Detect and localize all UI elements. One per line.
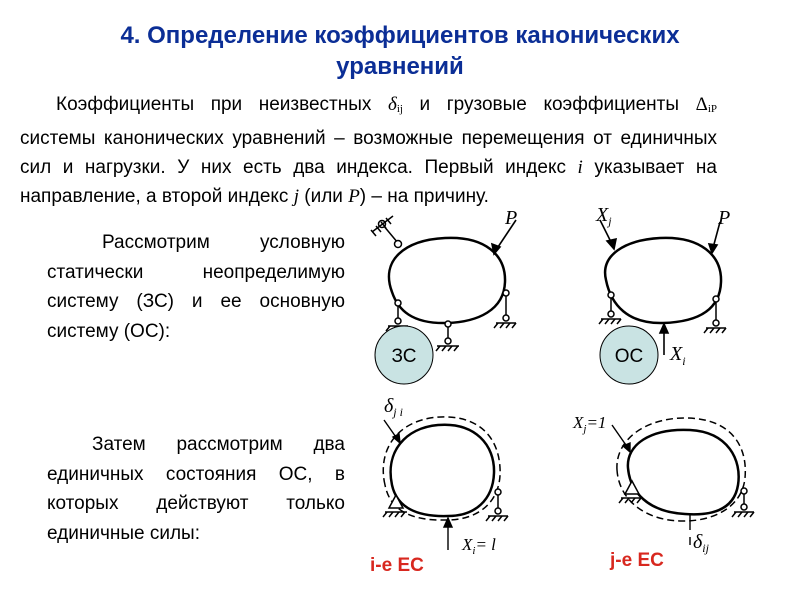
svg-text:ЗС: ЗС [391,346,417,367]
os-xi-label: $X_i$ [670,343,686,368]
ec-i-delta-label: $\delta_{j i}$ [384,395,403,419]
svg-text:ОС: ОС [614,346,644,367]
ec-j-arrows [612,425,690,545]
ec-j-xj-label: $X_j=1$ [573,413,607,435]
os-frame [605,238,721,323]
zs-load-label: P [505,207,518,229]
intro-paragraph: Коэффициенты при неизвестных δij и грузовые коэффициенты ΔiP системы канонических уравнений – возможные перемещения от единичных сил и нагрузки. У них есть два индекса. Первый индекс i указывает на направление, а второй индекс j (или P) – на причину. [20,94,717,207]
slide-title: 4. Определение коэффициентов канонических уравнений [120,22,680,80]
ec-j-frame [617,418,745,521]
ec-i-caption: i-е ЕС [370,555,424,576]
zs-badge [375,326,433,384]
ec-j-delta-label: $\delta_{ij}$ [693,531,709,555]
os-load-label: P [718,207,731,229]
delta-symbol: δ [387,94,397,115]
ec-i-arrows [384,420,452,550]
os-xj-label: $X_j$ [596,204,612,228]
unit-states-paragraph: Затем рассмотрим два единичных состояния ОС, в которых действуют только единичные силы: [47,434,345,544]
ec-i-xi-label: $X_i= l$ [462,535,496,557]
system-paragraph: Рассмотрим условную статически неопределимую систему (ЗС) и ее основную систему (ОС): [47,232,345,342]
zs-frame [389,238,505,323]
ec-j-caption: j-е ЕС [610,550,664,571]
structure-figures [355,195,755,600]
os-badge [600,326,658,384]
Delta-symbol: Δ [695,94,708,115]
